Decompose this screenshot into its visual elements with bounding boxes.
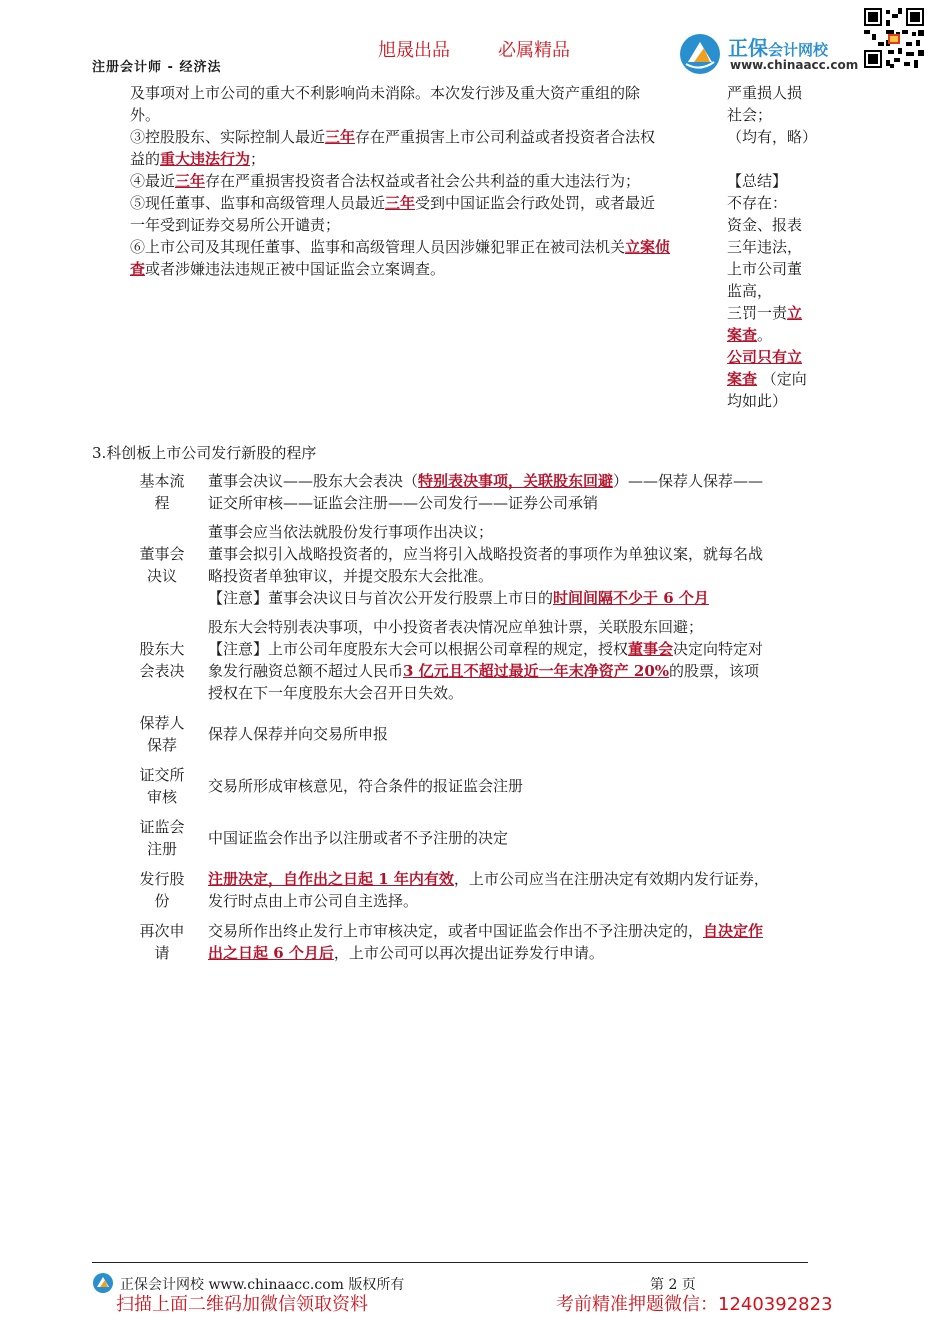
highlight-investigation: 立案侦: [625, 238, 671, 256]
row-label: 再次申 请: [139, 922, 185, 962]
footer-copyright: 正保会计网校 www.chinaacc.com 版权所有: [120, 1277, 405, 1293]
qr-code-icon: [862, 6, 926, 70]
row-content: 交易所作出终止发行上市审核决定，或者中国证监会作出不予注册决定的，自决定作 出之日起 6 个月后，上市公司可以再次提出证券发行申请。: [208, 922, 764, 962]
item-3: ③控股股东、实际控制人最近三年存在严重损害上市公司利益或者投资者合法权: [130, 128, 656, 146]
item-5: ⑤现任董事、监事和高级管理人员最近三年受到中国证监会行政处罚，或者最近: [130, 194, 656, 212]
side-notes: 严重损人损 社会； （均有，略） 【总结】 不存在： 资金、报表 三年违法， 上市公司董 监高， 三罚一责立 案查。 公司只有立 案查 （定向 均如此）: [727, 84, 818, 410]
row-label: 股东大 会表决: [139, 640, 185, 680]
row-label: 保荐人 保荐: [139, 714, 185, 754]
row-content: 董事会决议——股东大会表决（特别表决事项，关联股东回避）——保荐人保荐—— 证交所审核——证监会注册——公司发行——证券公司承销: [208, 472, 764, 512]
row-label: 证监会 注册: [139, 818, 185, 858]
highlight-three-years: 三年: [325, 128, 356, 146]
chinaacc-footer-logo-icon: [92, 1272, 114, 1294]
item-6-cont: 查或者涉嫌违法违规正被中国证监会立案调查。: [130, 260, 446, 278]
item-3-cont: 益的重大违法行为；: [130, 150, 266, 168]
highlight-three-years: 三年: [175, 172, 206, 190]
row-label: 基本流 程: [139, 472, 185, 512]
slogan-right: 必属精品: [498, 40, 570, 61]
slogan-left: 旭晟出品: [378, 40, 450, 61]
logo-title-small: 会计网校: [768, 41, 829, 59]
section-title: 3.科创板上市公司发行新股的程序: [92, 444, 317, 462]
row-content: 交易所形成审核意见，符合条件的报证监会注册: [208, 777, 524, 795]
highlight-three-years: 三年: [385, 194, 416, 212]
top-line-1: 及事项对上市公司的重大不利影响尚未消除。本次发行涉及重大资产重组的除: [130, 84, 641, 102]
row-label: 证交所 审核: [139, 766, 185, 806]
footer-divider: [92, 1262, 808, 1263]
header-subtitle: 注册会计师 - 经济法: [92, 60, 222, 75]
row-content: 股东大会特别表决事项，中小投资者表决情况应单独计票，关联股东回避； 【注意】上市公司年度股东大会可以根据公司章程的规定，授权董事会决定向特定对 象发行融资总额不超过人民币3 亿元且不超过最近一年末净资产 20%的股票，该项 授权在下一年度股东大会召开日失效。: [208, 618, 764, 702]
item-5-cont: 一年受到证券交易所公开谴责；: [130, 216, 341, 234]
top-line-2: 外。: [130, 106, 161, 124]
item-4: ④最近三年存在严重损害投资者合法权益或者社会公共利益的重大违法行为；: [130, 172, 641, 190]
row-content: 董事会应当依法就股份发行事项作出决议； 董事会拟引入战略投资者的，应当将引入战略投资者的事项作为单独议案，就每名战 略投资者单独审议，并提交股东大会批准。 【注意】董事会决议日与首次公开发行股票上市日的时间间隔不少于 6 个月: [208, 523, 764, 607]
wechat-contact-text: 考前精准押题微信：1240392823: [556, 1294, 833, 1315]
row-content: 注册决定，自作出之日起 1 年内有效，上市公司应当在注册决定有效期内发行证券， 发行时点由上市公司自主选择。: [208, 870, 769, 910]
logo-url: www.chinaacc.com: [730, 58, 859, 72]
scan-qr-text: 扫描上面二维码加微信领取资料: [116, 1294, 368, 1315]
top-section: [130, 82, 730, 280]
row-label: 发行股 份: [139, 870, 185, 910]
highlight-investigation-cont: 查: [130, 260, 146, 278]
logo-title: 正保: [728, 36, 768, 60]
row-label: 董事会 决议: [139, 545, 185, 585]
chinaacc-logo: [678, 30, 858, 78]
item-6: ⑥上市公司及其现任董事、监事和高级管理人员因涉嫌犯罪正在被司法机关立案侦: [130, 238, 671, 256]
page-number: 第 2 页: [650, 1277, 696, 1293]
chinaacc-logo-icon: [678, 32, 722, 76]
row-content: 保荐人保荐并向交易所申报: [208, 725, 389, 743]
row-content: 中国证监会作出予以注册或者不予注册的决定: [208, 829, 509, 847]
highlight-major-violation: 重大违法行为: [160, 150, 251, 168]
